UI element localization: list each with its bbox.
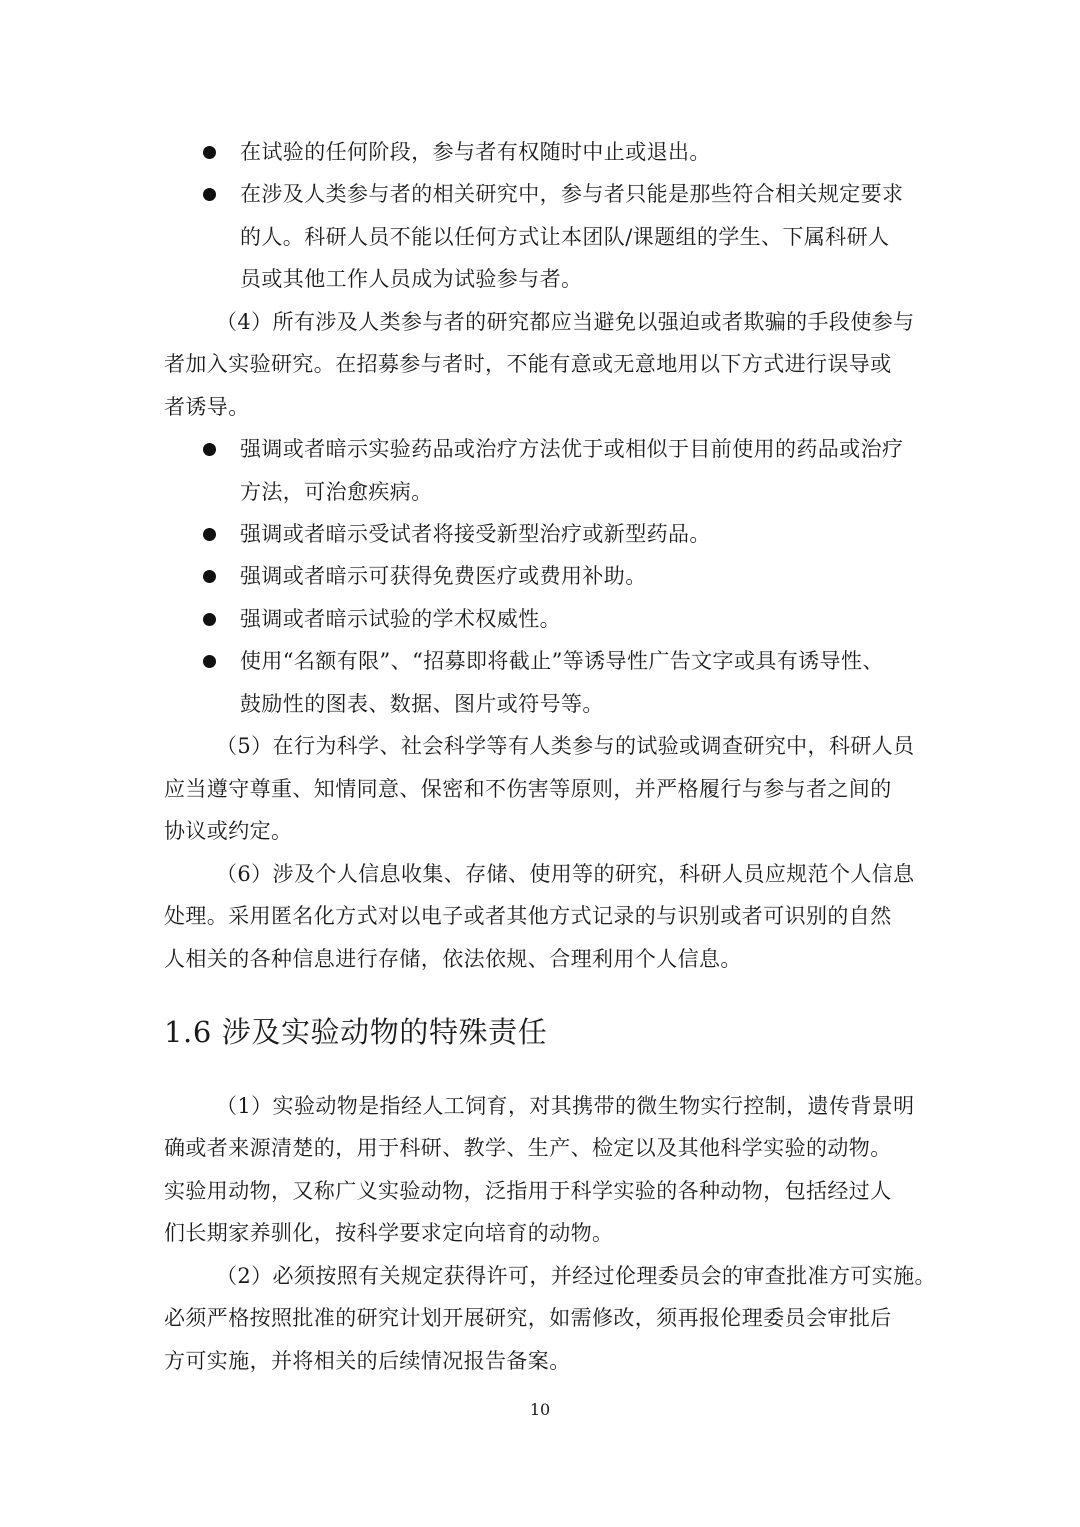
page-number: 10: [529, 1400, 551, 1419]
paragraph-line: 实验用动物，又称广义实验动物，泛指用于科学实验的各种动物，包括经过人: [164, 1179, 892, 1203]
bullet-text: 方法，可治愈疾病。: [240, 480, 433, 504]
paragraph-line: （5）在行为科学、社会科学等有人类参与的试验或调查研究中，科研人员: [216, 734, 915, 758]
paragraph-line: 应当遵守尊重、知情同意、保密和不伤害等原则，并严格履行与参与者之间的: [164, 777, 892, 801]
bullet-text: 使用“名额有限”、“招募即将截止”等诱导性广告文字或具有诱导性、: [240, 649, 884, 673]
paragraph-line: 方可实施，并将相关的后续情况报告备案。: [164, 1349, 571, 1373]
bullet-text: 强调或者暗示可获得免费医疗或费用补助。: [240, 564, 647, 588]
bullet-text: 在涉及人类参与者的相关研究中，参与者只能是那些符合相关规定要求: [240, 182, 904, 206]
paragraph-line: 必须严格按照批准的研究计划开展研究，如需修改，须再报伦理委员会审批后: [164, 1306, 892, 1330]
paragraph-line: 者加入实验研究。在招募参与者时，不能有意或无意地用以下方式进行误导或: [164, 352, 892, 376]
paragraph-line: （1）实验动物是指经人工饲育，对其携带的微生物实行控制，遗传背景明: [216, 1094, 915, 1118]
paragraph-line: 确或者来源清楚的，用于科研、教学、生产、检定以及其他科学实验的动物。: [164, 1136, 892, 1160]
bullet-dot: [203, 188, 216, 201]
bullet-dot: [203, 528, 216, 541]
bullet-dot: [203, 570, 216, 583]
paragraph-line: 者诱导。: [164, 395, 250, 419]
bullet-dot: [203, 443, 216, 456]
bullet-text: 强调或者暗示实验药品或治疗方法优于或相似于目前使用的药品或治疗: [240, 437, 904, 461]
paragraph-line: 们长期家养驯化，按科学要求定向培育的动物。: [164, 1221, 614, 1245]
bullet-text: 员或其他工作人员成为试验参与者。: [240, 267, 583, 291]
bullet-dot: [203, 613, 216, 626]
bullet-text: 的人。科研人员不能以任何方式让本团队/课题组的学生、下属科研人: [240, 225, 890, 249]
bullet-dot: [203, 146, 216, 159]
paragraph-line: 处理。采用匿名化方式对以电子或者其他方式记录的与识别或者可识别的自然: [164, 904, 892, 928]
paragraph-line: （4）所有涉及人类参与者的研究都应当避免以强迫或者欺骗的手段使参与: [216, 310, 915, 334]
bullet-text: 鼓励性的图表、数据、图片或符号等。: [240, 692, 604, 716]
bullet-dot: [203, 655, 216, 668]
paragraph-line: （2）必须按照有关规定获得许可，并经过伦理委员会的审查批准方可实施。: [216, 1264, 936, 1288]
bullet-text: 强调或者暗示试验的学术权威性。: [240, 607, 561, 631]
paragraph-line: 人相关的各种信息进行存储，依法依规、合理利用个人信息。: [164, 947, 742, 971]
paragraph-line: 协议或约定。: [164, 819, 293, 843]
bullet-text: 在试验的任何阶段，参与者有权随时中止或退出。: [240, 140, 711, 164]
paragraph-line: （6）涉及个人信息收集、存储、使用等的研究，科研人员应规范个人信息: [216, 862, 915, 886]
bullet-text: 强调或者暗示受试者将接受新型治疗或新型药品。: [240, 522, 711, 546]
section-heading: 1.6 涉及实验动物的特殊责任: [164, 1015, 548, 1049]
